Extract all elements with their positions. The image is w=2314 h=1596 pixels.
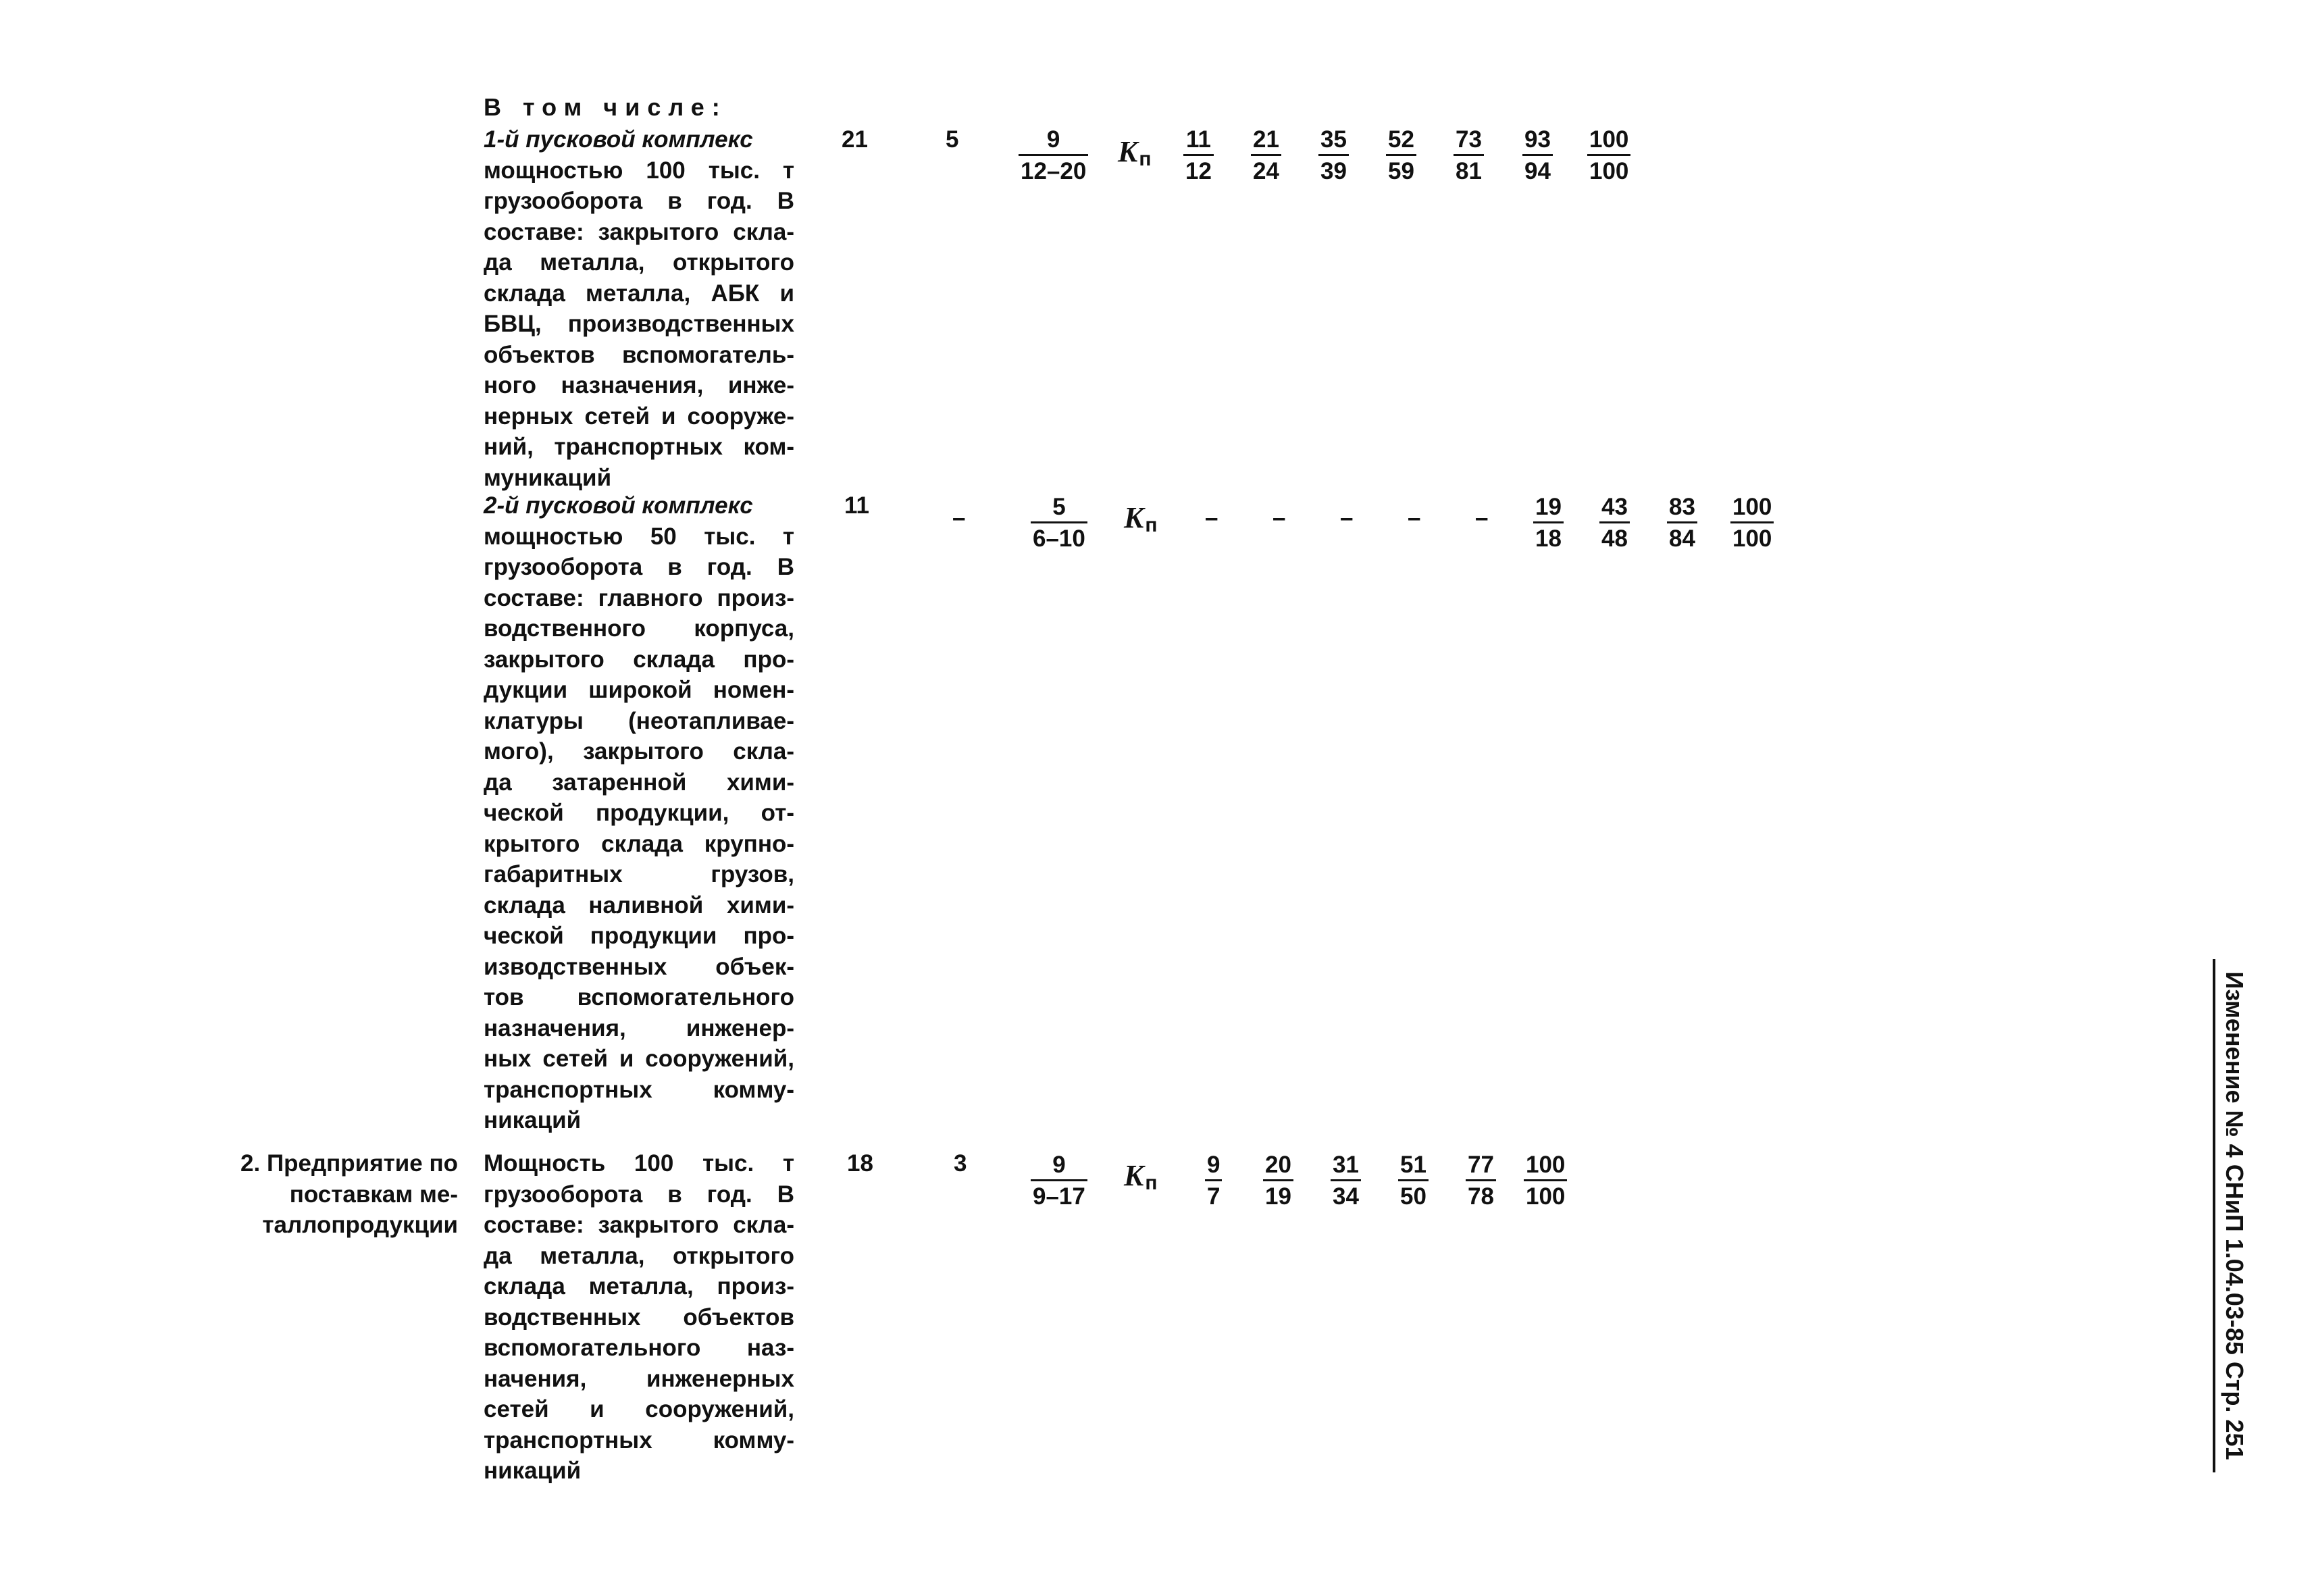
row-1-description bbox=[484, 124, 794, 493]
text-line: муникаций bbox=[484, 464, 612, 491]
fraction-numerator: 73 bbox=[1456, 126, 1482, 153]
text-line: никаций bbox=[484, 1107, 582, 1133]
fraction-numerator: 21 bbox=[1253, 126, 1279, 153]
text-line: мощностью 100 тыс. т bbox=[484, 157, 794, 184]
text-line: Мощность 100 тыс. т bbox=[484, 1150, 794, 1177]
fraction-numerator: 35 bbox=[1320, 126, 1347, 153]
text-line: да металла, открытого bbox=[484, 249, 794, 276]
distribution-fraction bbox=[1251, 126, 1281, 186]
fraction-numerator: 20 bbox=[1265, 1152, 1291, 1178]
name-line: поставкам ме- bbox=[289, 1181, 458, 1208]
row-1-main-fraction bbox=[1019, 126, 1088, 186]
distribution-fraction bbox=[1454, 126, 1484, 186]
row-2-dash-5: – bbox=[1475, 505, 1489, 531]
coef-symbol: K bbox=[1118, 135, 1138, 168]
fraction-numerator: 19 bbox=[1535, 494, 1562, 520]
distribution-fraction bbox=[1331, 1151, 1361, 1211]
fraction-numerator: 9 bbox=[1207, 1152, 1220, 1178]
text-line: габаритных грузов, bbox=[484, 861, 794, 887]
row-2-col1: 11 bbox=[844, 492, 869, 519]
distribution-fraction bbox=[1398, 1151, 1429, 1211]
row-2-coefficient-kp bbox=[1124, 501, 1157, 538]
fraction-numerator: 51 bbox=[1400, 1152, 1426, 1178]
fraction-denominator: 59 bbox=[1386, 154, 1416, 186]
fraction-numerator: 83 bbox=[1669, 494, 1695, 520]
row-1-text bbox=[484, 155, 794, 494]
fraction-denominator: 100 bbox=[1587, 154, 1630, 186]
fraction-denominator: 50 bbox=[1398, 1179, 1429, 1211]
distribution-fraction bbox=[1263, 1151, 1293, 1211]
fraction-numerator: 100 bbox=[1526, 1152, 1566, 1178]
fraction-numerator: 11 bbox=[1185, 126, 1211, 153]
distribution-fraction bbox=[1533, 493, 1564, 553]
fraction-denominator: 12–20 bbox=[1019, 154, 1088, 186]
text-line: ний, транспортных ком- bbox=[484, 434, 794, 460]
fraction-denominator: 34 bbox=[1331, 1179, 1361, 1211]
text-line: мого), закрытого скла- bbox=[484, 738, 794, 765]
fraction-denominator: 7 bbox=[1205, 1179, 1222, 1211]
row-1-coefficient-kp bbox=[1118, 135, 1151, 172]
row-1-title: 1-й пусковой комплекс bbox=[484, 126, 753, 153]
fraction-denominator: 100 bbox=[1524, 1179, 1567, 1211]
fraction-denominator: 19 bbox=[1263, 1179, 1293, 1211]
row-2-title: 2-й пусковой комплекс bbox=[484, 492, 753, 519]
fraction-numerator: 31 bbox=[1333, 1152, 1359, 1178]
text-line: грузооборота в год. В bbox=[484, 188, 794, 214]
row-3-col1: 18 bbox=[847, 1150, 873, 1177]
row-3-text bbox=[484, 1148, 794, 1487]
row-2-col2: – bbox=[952, 505, 966, 531]
distribution-fraction bbox=[1386, 126, 1416, 186]
fraction-denominator: 9–17 bbox=[1031, 1179, 1087, 1211]
distribution-fraction bbox=[1466, 1151, 1496, 1211]
fraction-denominator: 81 bbox=[1454, 154, 1484, 186]
fraction-denominator: 78 bbox=[1466, 1179, 1496, 1211]
row-1-col1: 21 bbox=[842, 126, 868, 153]
distribution-fraction bbox=[1524, 1151, 1567, 1211]
coef-subscript: п bbox=[1145, 1172, 1158, 1194]
row-3-col2: 3 bbox=[954, 1150, 967, 1177]
side-caption-text: Изменение № 4 СНиП 1.04.03-85 Стр. 251 bbox=[2221, 971, 2248, 1460]
text-line: объектов вспомогатель- bbox=[484, 341, 794, 368]
fraction-numerator: 43 bbox=[1601, 494, 1628, 520]
distribution-fraction bbox=[1667, 493, 1697, 553]
fraction-numerator: 100 bbox=[1589, 126, 1629, 153]
text-line: нерных сетей и сооруже- bbox=[484, 403, 794, 430]
name-line: 2. Предприятие по bbox=[240, 1150, 458, 1177]
distribution-fraction bbox=[1587, 126, 1630, 186]
text-line: дукции широкой номен- bbox=[484, 677, 794, 703]
distribution-fraction bbox=[1205, 1151, 1222, 1211]
text-line: составе: закрытого скла- bbox=[484, 1212, 794, 1238]
text-line: склада металла, произ- bbox=[484, 1273, 794, 1299]
text-line: вспомогательного наз- bbox=[484, 1335, 794, 1361]
fraction-numerator: 5 bbox=[1052, 494, 1066, 520]
fraction-denominator: 48 bbox=[1599, 521, 1630, 553]
row-2-dash-2: – bbox=[1272, 505, 1286, 531]
coef-subscript: п bbox=[1139, 148, 1152, 170]
fraction-denominator: 39 bbox=[1318, 154, 1349, 186]
fraction-denominator: 24 bbox=[1251, 154, 1281, 186]
fraction-numerator: 52 bbox=[1388, 126, 1414, 153]
text-line: да металла, открытого bbox=[484, 1242, 794, 1269]
distribution-fraction bbox=[1183, 126, 1214, 186]
text-line: никаций bbox=[484, 1458, 582, 1484]
text-line: тов вспомогательного bbox=[484, 984, 794, 1010]
row-2-dash-4: – bbox=[1408, 505, 1421, 531]
text-line: изводственных объек- bbox=[484, 953, 794, 980]
fraction-numerator: 93 bbox=[1524, 126, 1551, 153]
fraction-denominator: 6–10 bbox=[1031, 521, 1087, 553]
row-3-object-name bbox=[209, 1148, 458, 1241]
distribution-fraction bbox=[1318, 126, 1349, 186]
side-caption-rule bbox=[2213, 959, 2215, 1472]
text-line: ческой продукции про- bbox=[484, 923, 794, 949]
text-line: ных сетей и сооружений, bbox=[484, 1046, 794, 1072]
distribution-fraction bbox=[1522, 126, 1553, 186]
fraction-numerator: 77 bbox=[1468, 1152, 1494, 1178]
text-line: крытого склада крупно- bbox=[484, 830, 794, 857]
row-2-dash-3: – bbox=[1340, 505, 1354, 531]
text-line: клатуры (неотапливае- bbox=[484, 707, 794, 734]
fraction-numerator: 100 bbox=[1732, 494, 1772, 520]
row-2-description bbox=[484, 490, 794, 1136]
row-3-description bbox=[484, 1148, 794, 1487]
fraction-denominator: 84 bbox=[1667, 521, 1697, 553]
distribution-fraction bbox=[1599, 493, 1630, 553]
coef-subscript: п bbox=[1145, 514, 1158, 536]
row-2-dash-1: – bbox=[1205, 505, 1218, 531]
text-line: назначения, инженер- bbox=[484, 1014, 794, 1041]
text-line: транспортных комму- bbox=[484, 1076, 794, 1103]
section-heading-included: В том числе: bbox=[484, 93, 727, 121]
row-1-col2: 5 bbox=[946, 126, 959, 153]
text-line: составе: главного произ- bbox=[484, 584, 794, 611]
text-line: склада металла, АБК и bbox=[484, 280, 794, 307]
text-line: закрытого склада про- bbox=[484, 646, 794, 673]
text-line: БВЦ, производственных bbox=[484, 311, 794, 337]
row-2-text bbox=[484, 521, 794, 1136]
coef-symbol: K bbox=[1124, 501, 1144, 534]
text-line: водственного корпуса, bbox=[484, 615, 794, 642]
text-line: склада наливной хими- bbox=[484, 892, 794, 919]
text-line: транспортных комму- bbox=[484, 1426, 794, 1453]
text-line: ного назначения, инже- bbox=[484, 372, 794, 398]
row-3-coefficient-kp bbox=[1124, 1159, 1157, 1196]
side-caption bbox=[2213, 959, 2252, 1472]
row-2-main-fraction bbox=[1031, 493, 1087, 553]
text-line: грузооборота в год. В bbox=[484, 554, 794, 580]
text-line: грузооборота в год. В bbox=[484, 1181, 794, 1208]
text-line: да затаренной хими- bbox=[484, 769, 794, 796]
text-line: составе: закрытого скла- bbox=[484, 218, 794, 245]
fraction-denominator: 100 bbox=[1730, 521, 1774, 553]
name-line: таллопродукции bbox=[262, 1212, 458, 1238]
text-line: начения, инженерных bbox=[484, 1365, 794, 1392]
fraction-numerator: 9 bbox=[1052, 1152, 1066, 1178]
fraction-denominator: 18 bbox=[1533, 521, 1564, 553]
text-line: ческой продукции, от- bbox=[484, 800, 794, 826]
text-line: мощностью 50 тыс. т bbox=[484, 523, 794, 550]
text-line: водственных объектов bbox=[484, 1304, 794, 1331]
row-3-main-fraction bbox=[1031, 1151, 1087, 1211]
fraction-numerator: 9 bbox=[1046, 126, 1060, 153]
fraction-denominator: 12 bbox=[1183, 154, 1214, 186]
distribution-fraction bbox=[1730, 493, 1774, 553]
text-line: сетей и сооружений, bbox=[484, 1396, 794, 1422]
coef-symbol: K bbox=[1124, 1159, 1144, 1192]
fraction-denominator: 94 bbox=[1522, 154, 1553, 186]
